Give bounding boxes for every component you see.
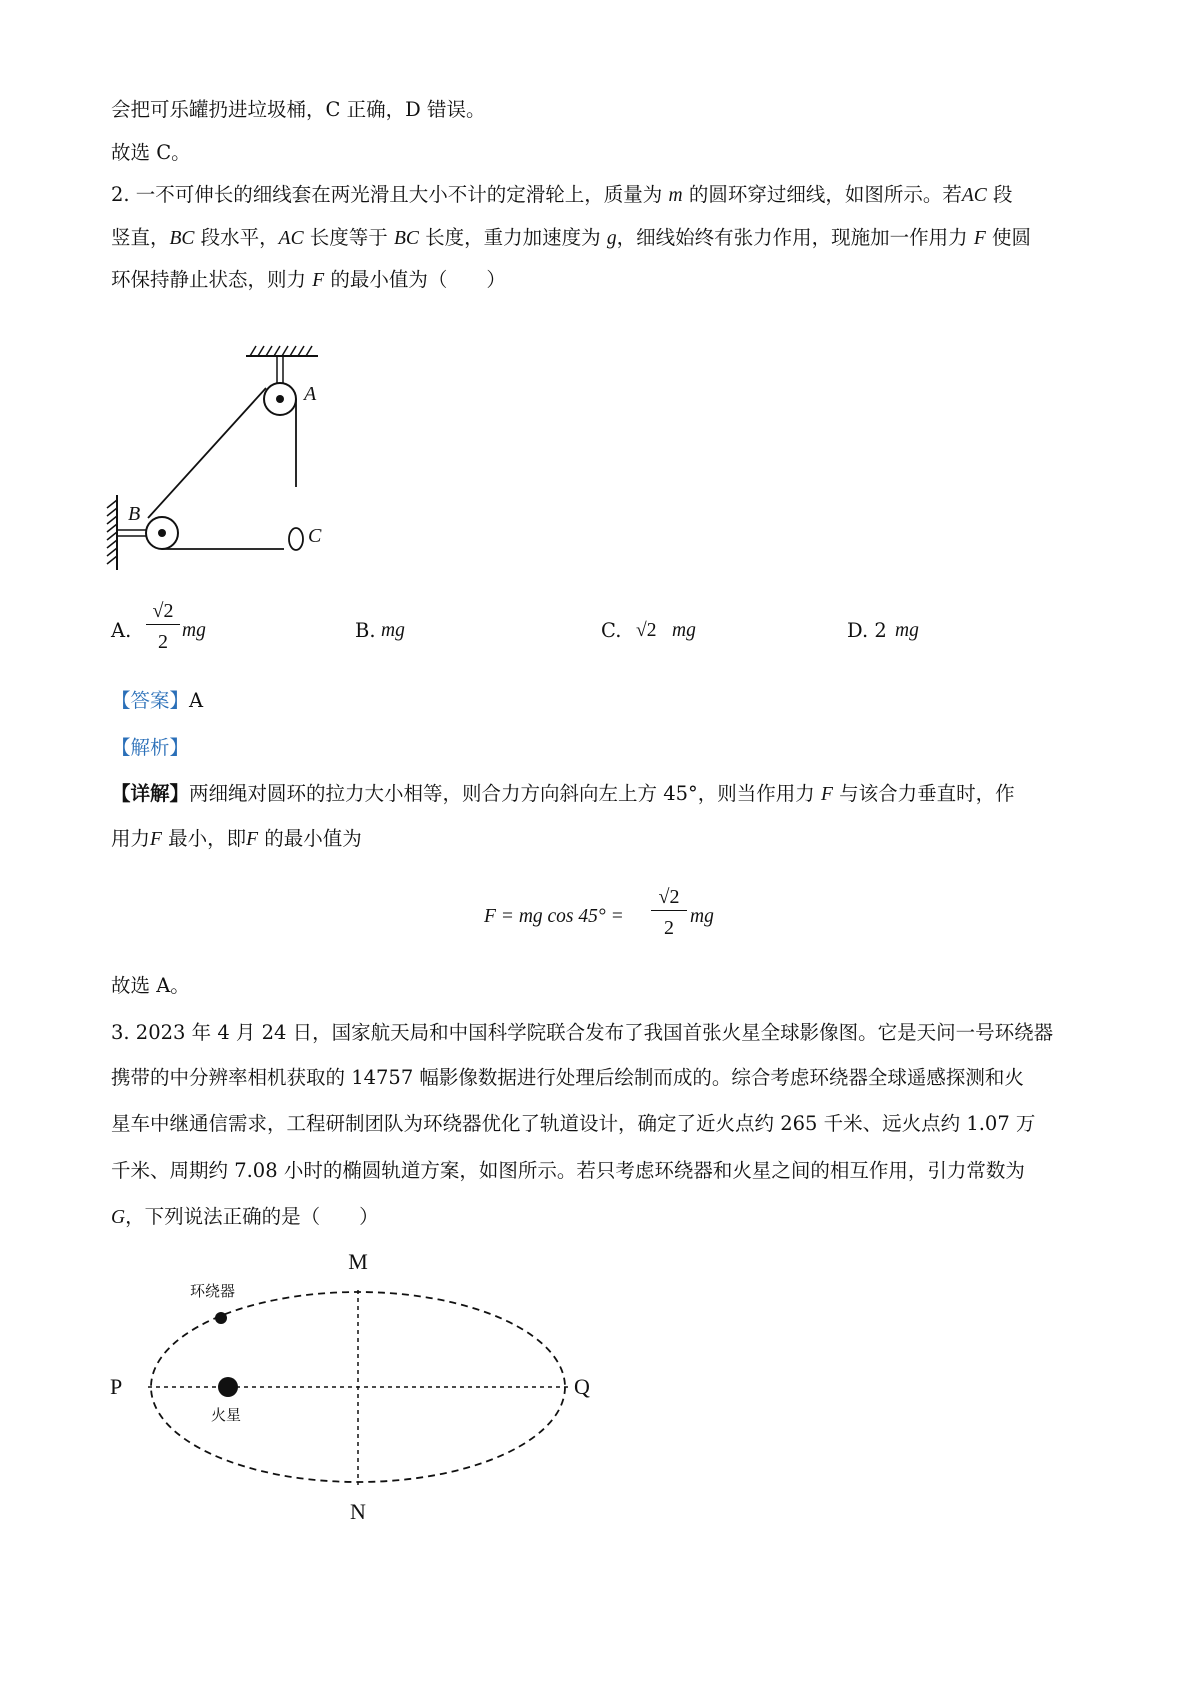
- analysis-tag: 【解析】: [111, 736, 190, 759]
- q3-line-1: 3. 2023 年 4 月 24 日，国家航天局和中国科学院联合发布了我国首张火星全球影像图。它是天问一号环绕器: [111, 1021, 1054, 1044]
- q2-conclusion: 故选 A。: [111, 974, 190, 997]
- label-b: B: [128, 503, 141, 525]
- q3-line-5: G，下列说法正确的是（ ）: [111, 1205, 379, 1228]
- label-m: M: [348, 1249, 368, 1274]
- q2-line-2: 竖直，BC 段水平，AC 长度等于 BC 长度，重力加速度为 g，细线始终有张力作用，现施加一作用力 F 使圆: [111, 226, 1031, 249]
- prev-answer-line: 会把可乐罐扔进垃圾桶，C 正确，D 错误。: [111, 98, 486, 121]
- label-a: A: [304, 383, 317, 405]
- answer-value: A: [189, 689, 204, 712]
- q3-line-2: 携带的中分辨率相机获取的 14757 幅影像数据进行处理后绘制而成的。综合考虑环绕器全球遥感探测和火: [111, 1066, 1024, 1089]
- mars: [218, 1377, 238, 1397]
- label-mars: 火星: [211, 1408, 242, 1424]
- answer-tag: 【答案】: [111, 689, 190, 712]
- detail-tag: 【详解】: [111, 782, 190, 805]
- prev-conclusion: 故选 C。: [111, 141, 191, 164]
- label-c: C: [308, 525, 322, 547]
- q2-line-1: 2. 一不可伸长的细线套在两光滑且大小不计的定滑轮上，质量为 m 的圆环穿过细线，如图所示。若AC 段: [111, 183, 1013, 206]
- label-q: Q: [574, 1374, 590, 1399]
- ring-c: [289, 528, 303, 550]
- orbiter: [215, 1312, 227, 1324]
- q3-line-4: 千米、周期约 7.08 小时的椭圆轨道方案，如图所示。若只考虑环绕器和火星之间的相互作用，引力常数为: [111, 1159, 1025, 1182]
- label-p: P: [110, 1374, 123, 1399]
- answer-line: [111, 687, 203, 715]
- label-orbiter: 环绕器: [190, 1284, 236, 1300]
- analysis-line: [111, 734, 189, 762]
- q3-line-3: 星车中继通信需求，工程研制团队为环绕器优化了轨道设计，确定了近火点约 265 千米、远火点约 1.07 万: [111, 1112, 1036, 1135]
- orbit-figure: [100, 1245, 620, 1530]
- q2-line-3: 环保持静止状态，则力 F 的最小值为（ ）: [111, 268, 506, 291]
- pulley-figure: [100, 340, 340, 575]
- label-n: N: [350, 1499, 366, 1524]
- detail-line-2: 用力F 最小，即F 的最小值为: [111, 827, 362, 850]
- detail-line-1: 【详解】两细绳对圆环的拉力大小相等，则合力方向斜向左上方 45°，则当作用力 F 与该合力垂直时，作: [111, 782, 1015, 805]
